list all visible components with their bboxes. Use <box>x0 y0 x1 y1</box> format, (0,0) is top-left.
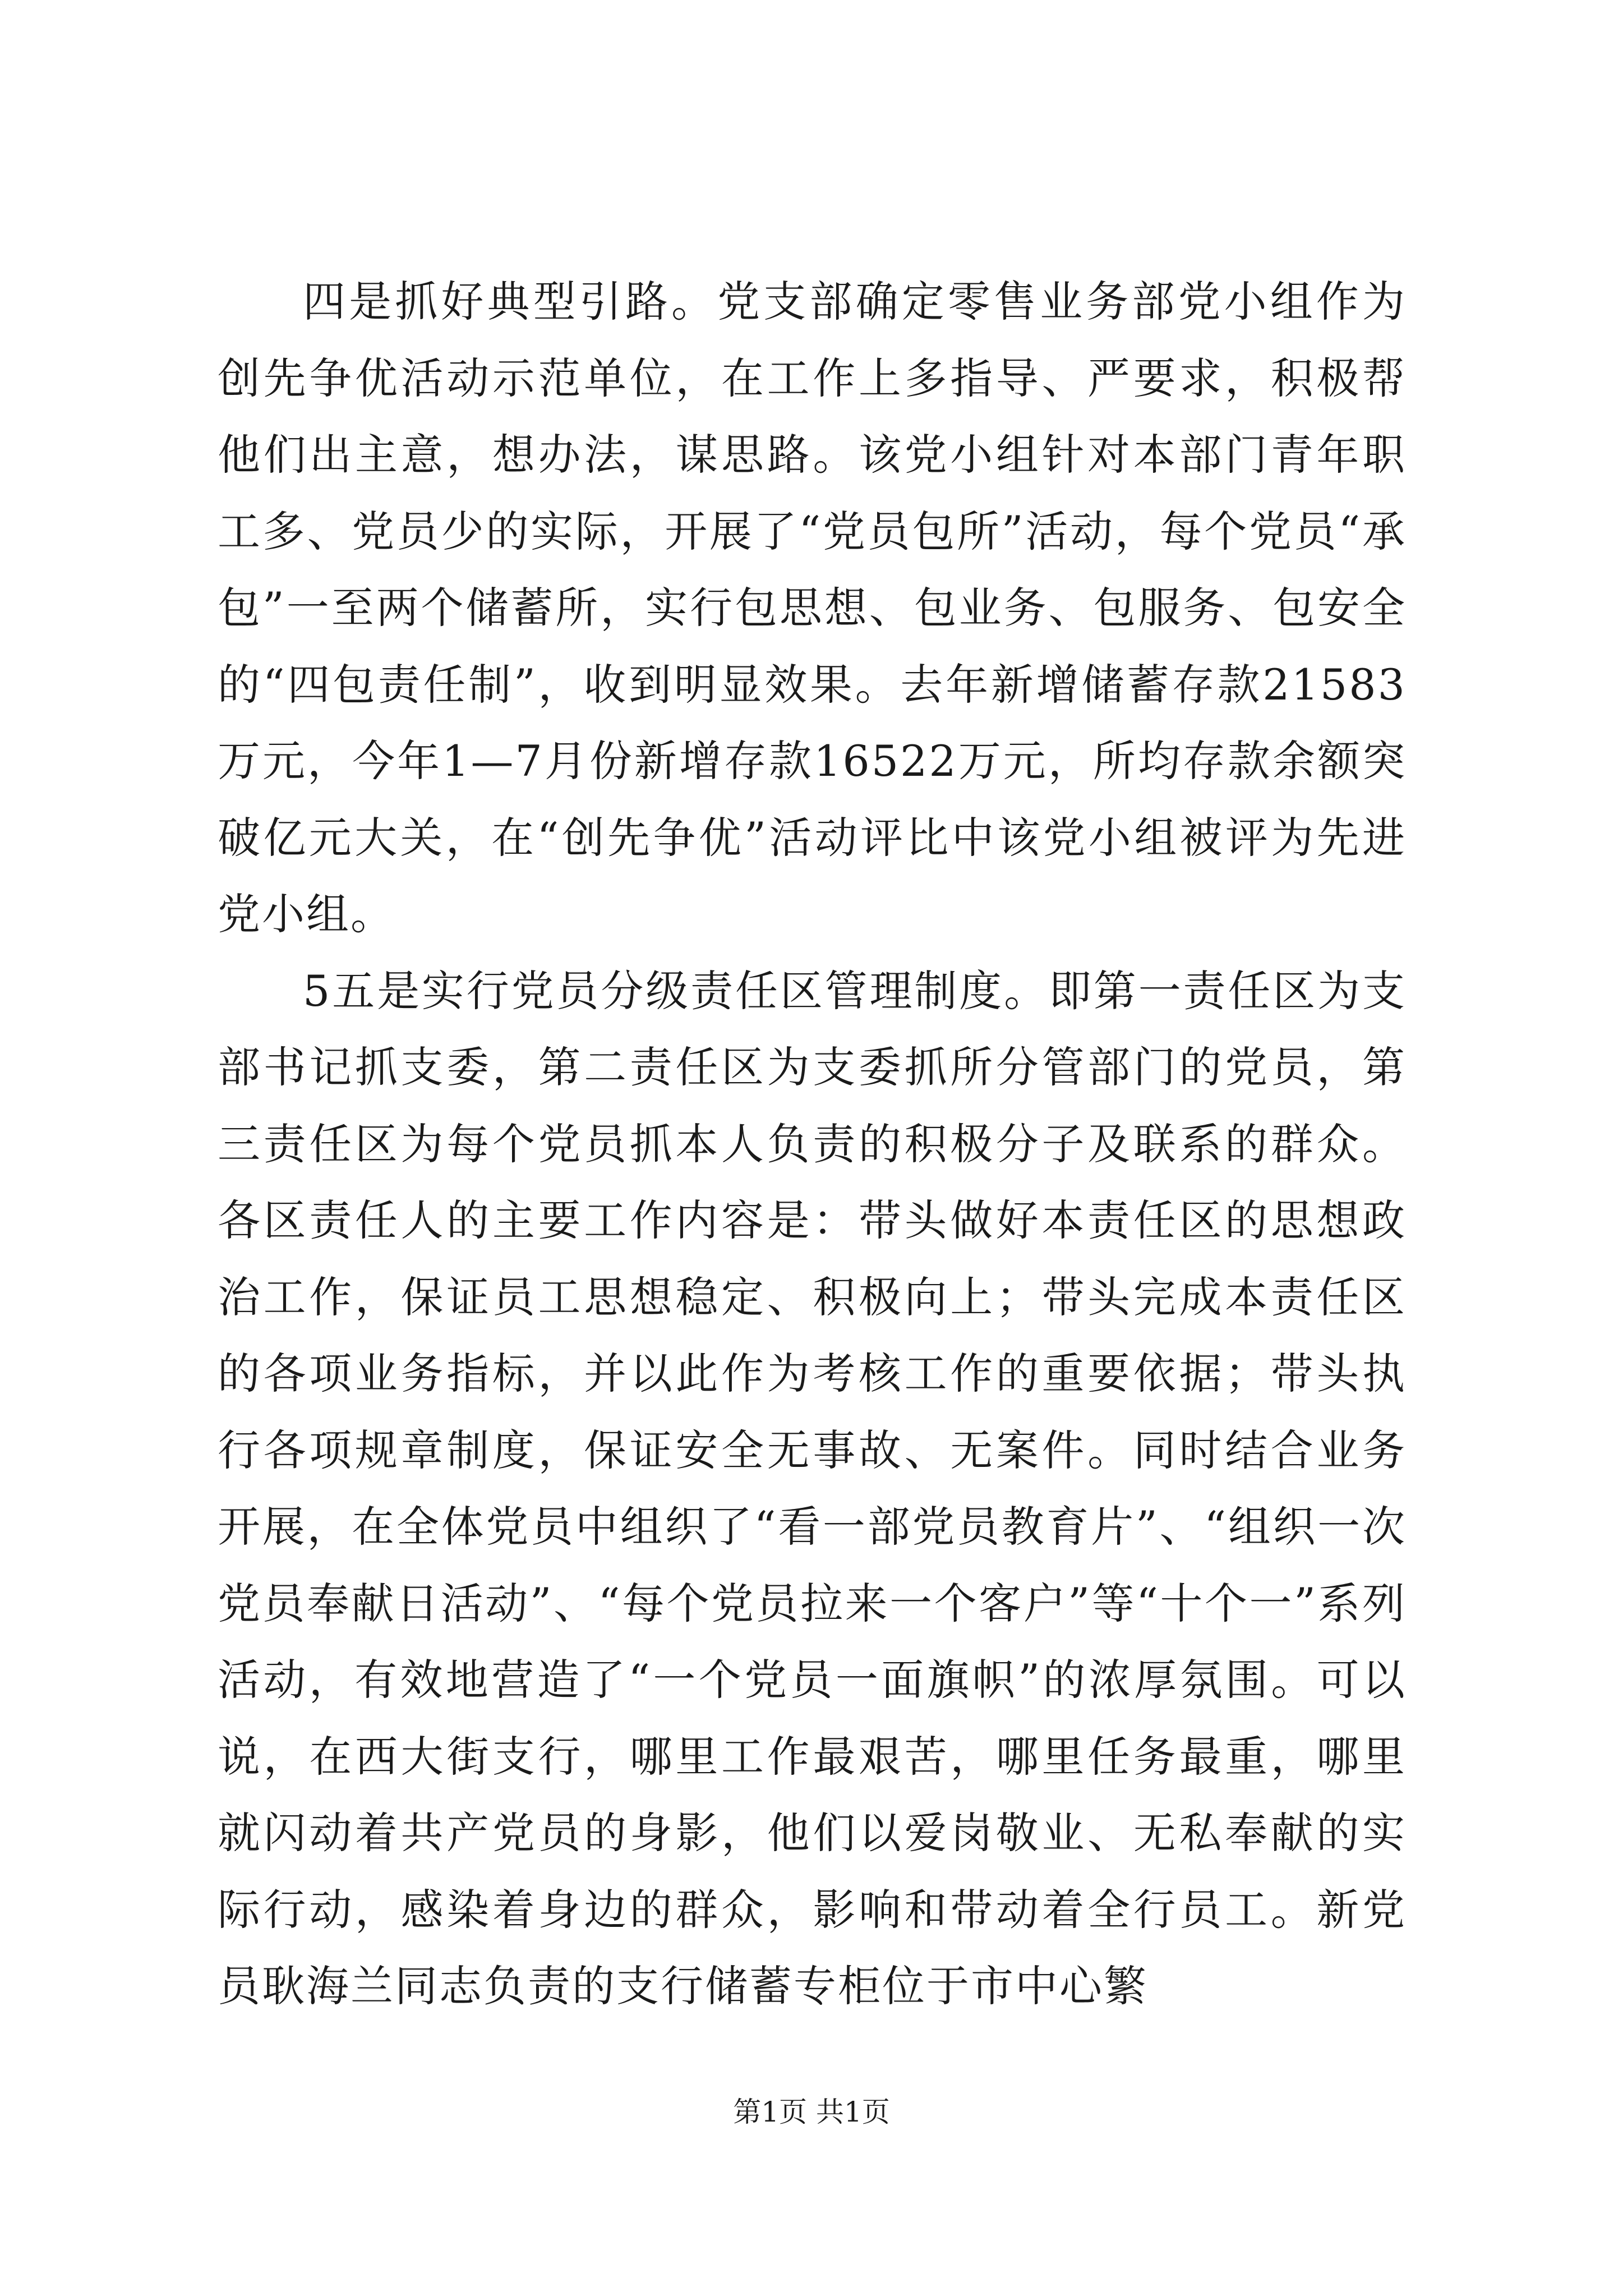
paragraph-responsibility-zones: 5五是实行党员分级责任区管理制度。即第一责任区为支部书记抓支委，第二责任区为支委抓所分管部门的党员，第三责任区为每个党员抓本人负责的积极分子及联系的群众。各区责任人的主要工作内容是：带头做好本责任区的思想政治工作，保证员工思想稳定、积极向上；带头完成本责任区的各项业务指标，并以此作为考核工作的重要依据；带头执行各项规章制度，保证安全无事故、无案件。同时结合业务开展，在全体党员中组织了“看一部党员教育片”、“组织一次党员奉献日活动”、“每个党员拉来一个客户”等“十个一”系列活动，有效地营造了“一个党员一面旗帜”的浓厚氛围。可以说，在西大街支行，哪里工作最艰苦，哪里任务最重，哪里就闪动着共产党员的身影，他们以爱岗敬业、无私奉献的实际行动，感染着身边的群众，影响和带动着全行员工。新党员耿海兰同志负责的支行储蓄专柜位于市中心繁 <box>218 965 1407 2011</box>
document-body <box>218 264 1407 2025</box>
page-footer: 第1页 共1页 <box>733 2096 890 2128</box>
paragraph-typical-guidance: 四是抓好典型引路。党支部确定零售业务部党小组作为创先争优活动示范单位，在工作上多指导、严要求，积极帮他们出主意，想办法，谋思路。该党小组针对本部门青年职工多、党员少的实际，开展了“党员包所”活动，每个党员“承包”一至两个储蓄所，实行包思想、包业务、包服务、包安全的“四包责任制”，收到明显效果。去年新增储蓄存款21583万元，今年1—7月份新增存款16522万元，所均存款余额突破亿元大关，在“创先争优”活动评比中该党小组被评为先进党小组。 <box>218 277 1407 939</box>
